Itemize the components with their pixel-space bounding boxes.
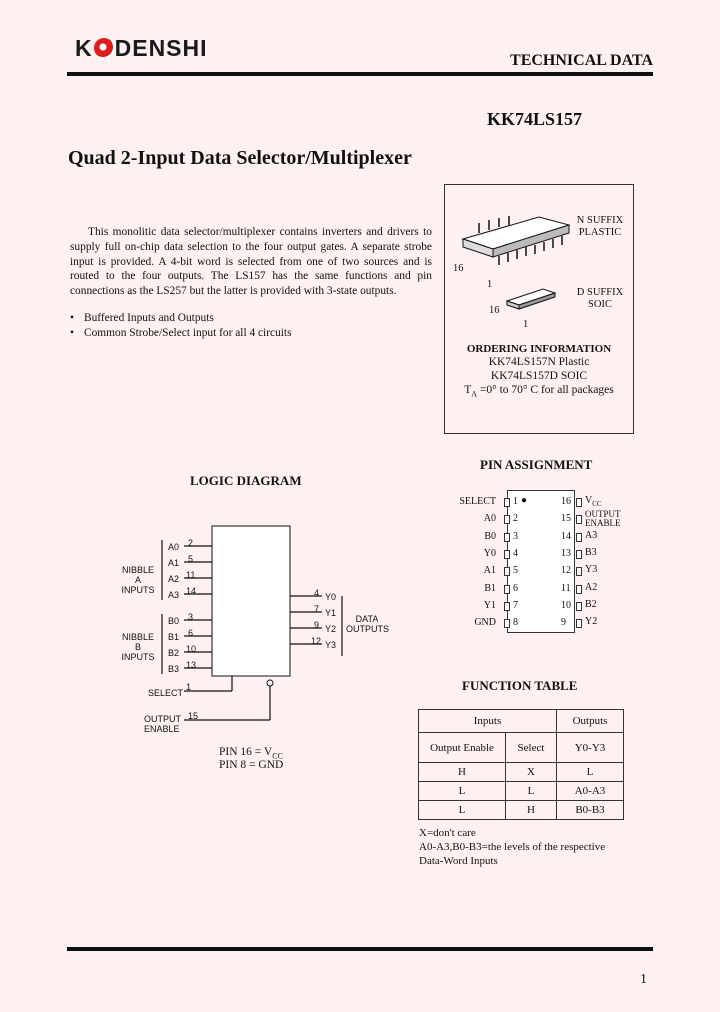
soic-package-icon <box>503 283 559 311</box>
pin-number: 6 <box>513 582 518 594</box>
feature-list <box>70 311 292 341</box>
input-a3-label: A3 <box>168 590 180 600</box>
output-y0-label: Y0 <box>325 592 337 602</box>
pin-name: GND <box>474 617 496 629</box>
pin-name: B1 <box>484 582 496 594</box>
package-box <box>444 184 634 434</box>
page-number: 1 <box>640 972 647 987</box>
pin-number: 14 <box>186 586 197 596</box>
pin-number: 16 <box>561 496 571 507</box>
function-table <box>418 709 624 820</box>
pin-number: 3 <box>513 530 518 542</box>
input-b1-label: B1 <box>168 632 180 642</box>
section-label: TECHNICAL DATA <box>510 52 653 69</box>
pin-stub <box>504 602 510 611</box>
col-output-enable: Output Enable <box>419 733 506 763</box>
pin-stub <box>504 515 510 524</box>
pin-stub <box>504 585 510 594</box>
logo-o-icon <box>94 38 114 58</box>
pin-name: B0 <box>484 530 496 542</box>
data-outputs-label: DATA OUTPUTS <box>346 614 390 634</box>
pin-stub <box>576 498 582 507</box>
pin8-note: PIN 8 = GND <box>219 759 284 771</box>
pin-number: 12 <box>561 565 571 577</box>
input-b3-label: B3 <box>168 664 180 674</box>
pin-number: 11 <box>561 582 571 594</box>
output-enable-label: OUTPUT ENABLE <box>144 714 181 734</box>
pin-number: 12 <box>311 636 322 646</box>
pin-name: Y2 <box>585 616 598 628</box>
pin-number: 10 <box>561 599 571 611</box>
pin-stub <box>504 567 510 576</box>
pin-name: Y0 <box>483 547 496 559</box>
kodenshi-logo: K DENSHI <box>75 35 208 61</box>
pin-stub <box>504 550 510 559</box>
nibble-a-label: NIBBLE A INPUTS <box>121 565 155 595</box>
pin-number: 7 <box>314 604 320 614</box>
pin-number: 8 <box>513 617 518 629</box>
pin-stub <box>576 619 582 628</box>
table-notes: X=don't care A0-A3,B0-B3=the levels of the respective Data-Word Inputs <box>419 827 606 867</box>
pin-name: OUTPUT ENABLE <box>585 509 621 529</box>
pin-number: 5 <box>513 565 518 577</box>
n-suffix-label: N SUFFIX PLASTIC <box>576 215 624 238</box>
input-b2-label: B2 <box>168 648 180 658</box>
pin-stub <box>576 567 582 576</box>
input-a0-label: A0 <box>168 542 180 552</box>
ordering-info: ORDERING INFORMATION KK74LS157N Plastic KK74LS157D SOIC $T_A =0^\circ$ to 70° C for all packages <box>445 343 633 401</box>
description: This monolitic data selector/multiplexer contains inverters and drivers to supply full on-chip data selection to the four output gates. A separate strobe input is provided. A 4-bit word is selected from one of two sources and is routed to the four outputs. The LS157 has the same functions and pin connections as the LS257 but the latter is provided with 3-state outputs. <box>70 226 432 298</box>
pin-number: 4 <box>314 588 320 598</box>
pin-number: 15 <box>188 711 199 721</box>
pin-stub <box>576 602 582 611</box>
d-suffix-label: D SUFFIX SOIC <box>576 287 624 310</box>
pin-number: 1 <box>513 496 518 507</box>
pin-number: 7 <box>513 599 518 611</box>
output-y2-label: Y2 <box>325 624 337 634</box>
pin-name: A3 <box>585 529 598 541</box>
pin-number: 3 <box>188 612 194 622</box>
pin-number: 15 <box>561 513 571 525</box>
feature-item: • Common Strobe/Select input for all 4 circuits <box>70 326 292 341</box>
pin-number: 14 <box>561 530 571 542</box>
soic-pin1-label: 1 <box>523 319 529 330</box>
temp-range: $T_A =0^\circ$ to 70° C for all packages <box>464 384 614 399</box>
pin-name: $V_{CC}$ <box>585 495 602 508</box>
pin-name: B2 <box>585 598 597 610</box>
pin1-dot-icon: ● <box>521 495 528 506</box>
col-select: Select <box>506 733 557 763</box>
pin1-label: 1 <box>487 279 493 290</box>
pin-stub <box>576 533 582 542</box>
table-row: H X L <box>419 763 624 782</box>
function-table-title: FUNCTION TABLE <box>462 678 578 693</box>
pin-stub <box>504 619 510 628</box>
pin-stub <box>576 585 582 594</box>
pin-number: 6 <box>188 628 194 638</box>
pin-name: B3 <box>585 546 597 558</box>
pin-name: SELECT <box>459 496 496 507</box>
header-inputs: Inputs <box>419 710 557 733</box>
pin-package-outline <box>507 490 575 633</box>
nibble-b-label: NIBBLE B INPUTS <box>121 632 155 662</box>
pin-name: A1 <box>483 565 496 577</box>
pin-number: 9 <box>314 620 320 630</box>
table-row: L L A0-A3 <box>419 782 624 801</box>
pin16-note: PIN $16 = V_{CC}$ <box>219 746 283 761</box>
logic-diagram-title: LOGIC DIAGRAM <box>190 473 302 488</box>
pin-number: 2 <box>188 538 194 548</box>
pin-number: 2 <box>513 513 518 525</box>
soic-pin16-label: 16 <box>489 305 500 316</box>
pin-stub <box>576 515 582 524</box>
pin-number: 5 <box>188 554 194 564</box>
input-a1-label: A1 <box>168 558 180 568</box>
pin16-label: 16 <box>453 263 464 274</box>
pin-number: 1 <box>186 682 192 692</box>
pin-stub <box>576 550 582 559</box>
pin-number: 10 <box>186 644 197 654</box>
page-title: Quad 2-Input Data Selector/Multiplexer <box>68 147 412 169</box>
output-y3-label: Y3 <box>325 640 337 650</box>
output-y1-label: Y1 <box>325 608 337 618</box>
pin-stub <box>504 533 510 542</box>
pin-number: 9 <box>561 617 566 629</box>
pin-name: Y3 <box>585 564 598 576</box>
header-outputs: Outputs <box>557 710 624 733</box>
pin-number: 13 <box>561 547 571 559</box>
table-row: L H B0-B3 <box>419 801 624 820</box>
top-rule <box>67 72 653 76</box>
dip-package-icon <box>459 211 579 267</box>
bottom-rule <box>67 947 653 951</box>
pin-stub <box>504 498 510 507</box>
select-label: SELECT <box>148 688 184 698</box>
pin-number: 4 <box>513 547 518 559</box>
input-a2-label: A2 <box>168 574 180 584</box>
part-number: KK74LS157 <box>487 109 583 129</box>
feature-item: • Buffered Inputs and Outputs <box>70 311 292 326</box>
col-y: Y0-Y3 <box>557 733 624 763</box>
pin-name: A2 <box>585 581 598 593</box>
pin-number: 13 <box>186 660 197 670</box>
pin-name: A0 <box>483 513 496 525</box>
input-b0-label: B0 <box>168 616 180 626</box>
pin-number: 11 <box>186 570 196 580</box>
pin-name: Y1 <box>483 599 496 611</box>
pin-assignment-title: PIN ASSIGNMENT <box>480 457 593 472</box>
